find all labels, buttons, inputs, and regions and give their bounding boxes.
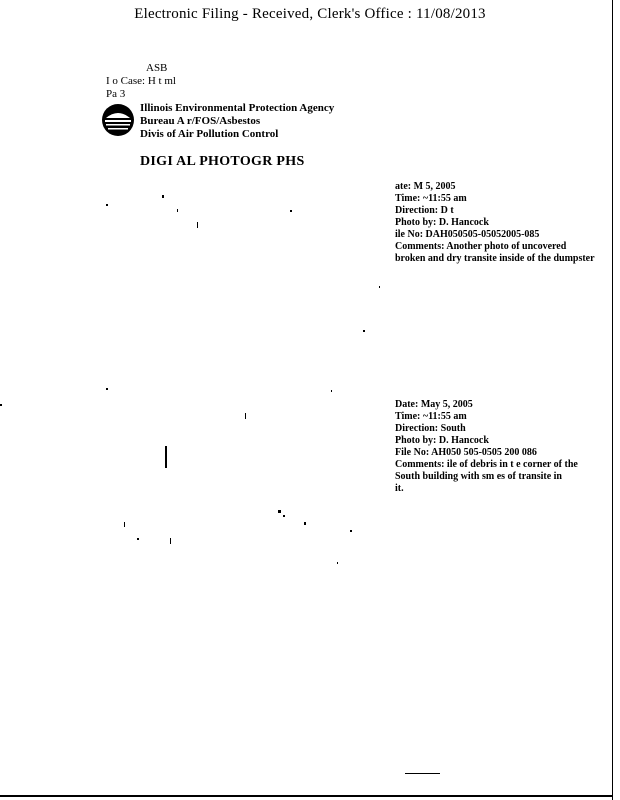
scan-speck <box>283 515 285 517</box>
scan-speck <box>137 538 139 540</box>
scan-speck <box>197 222 198 228</box>
agency-block <box>140 102 334 141</box>
section-title: DIGI AL PHOTOGR PHS <box>140 154 305 169</box>
page-bottom-line <box>0 795 612 797</box>
photo-caption-1 <box>395 181 610 265</box>
scan-speck <box>165 446 167 468</box>
photo-1-date: ate: M 5, 2005 <box>395 181 456 192</box>
photo-1-comments-2: broken and dry transite inside of the dumpster <box>395 253 595 264</box>
filing-header: Electronic Filing - Received, Clerk's Office : 11/08/2013 <box>134 6 486 22</box>
illinois-epa-seal-icon <box>101 103 135 137</box>
document-meta <box>106 62 176 101</box>
meta-line-2: I o Case: H t ml <box>106 75 176 87</box>
footer-dash <box>405 773 440 774</box>
scan-speck <box>331 390 332 392</box>
photo-2-comments-3: it. <box>395 483 404 494</box>
photo-2-date: Date: May 5, 2005 <box>395 399 473 410</box>
scan-speck <box>162 195 164 198</box>
photo-1-direction: Direction: D t <box>395 205 454 216</box>
scan-speck <box>379 286 380 288</box>
agency-bureau: Bureau A r/FOS/Asbestos <box>140 115 261 127</box>
scan-speck <box>0 404 2 406</box>
photo-1-comments-1: Comments: Another photo of uncovered <box>395 241 567 252</box>
photo-2-direction: Direction: South <box>395 423 466 434</box>
scan-speck <box>106 388 108 390</box>
photo-1-photographer: Photo by: D. Hancock <box>395 217 489 228</box>
photo-1-file-no: ile No: DAH050505-05052005-085 <box>395 229 540 240</box>
photo-2-comments-1: Comments: ile of debris in t e corner of the <box>395 459 578 470</box>
page-right-border <box>612 0 613 800</box>
scan-speck <box>106 204 108 206</box>
meta-line-1: ASB <box>146 62 168 74</box>
scan-speck <box>350 530 352 532</box>
agency-name: Illinois Environmental Protection Agency <box>140 102 335 114</box>
scan-speck <box>304 522 306 525</box>
scan-speck <box>124 522 125 527</box>
scan-speck <box>278 510 281 513</box>
scan-speck <box>363 330 365 332</box>
agency-division: Divis of Air Pollution Control <box>140 128 279 140</box>
scan-speck <box>245 413 246 419</box>
photo-caption-2 <box>395 399 610 495</box>
photo-1-time: Time: ~11:55 am <box>395 193 467 204</box>
photo-2-file-no: File No: AH050 505-0505 200 086 <box>395 447 537 458</box>
scan-speck <box>170 538 171 544</box>
scan-speck <box>177 209 178 212</box>
scan-speck <box>337 562 338 564</box>
photo-2-comments-2: South building with sm es of transite in <box>395 471 562 482</box>
photo-2-time: Time: ~11:55 am <box>395 411 467 422</box>
photo-2-photographer: Photo by: D. Hancock <box>395 435 489 446</box>
meta-line-3: Pa 3 <box>106 88 126 100</box>
scan-speck <box>290 210 292 212</box>
